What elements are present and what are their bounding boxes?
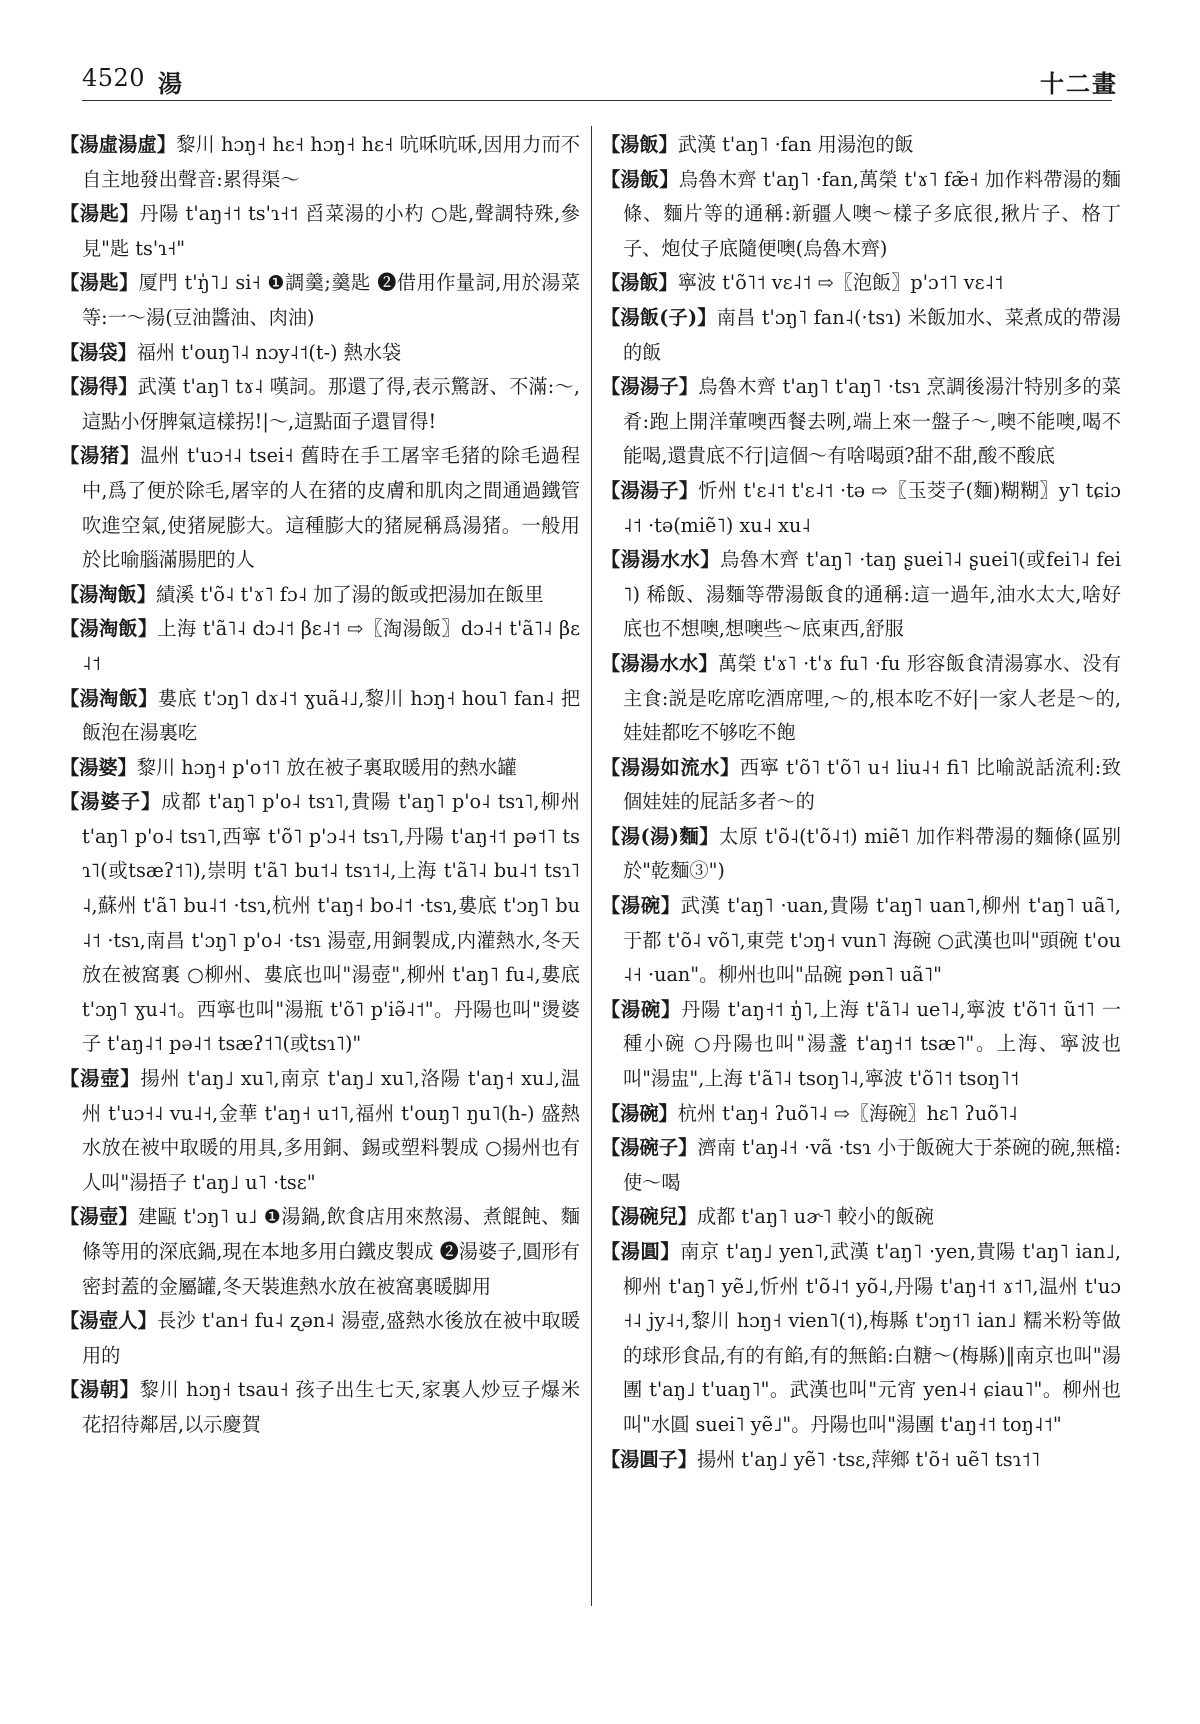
entry-definition: 太原 t'õ˨(t'õ˨˦) miẽ˥ 加作料帶湯的麵條(區别於"乾麵③") <box>623 824 1121 883</box>
dictionary-entry <box>60 612 581 681</box>
dictionary-entry <box>60 1200 580 1304</box>
entry-definition: 萬榮 t'ɤ˥ ·t'ɤ fu˥ ·fu 形容飯食清湯寡水、没有主食:説是吃席吃酒席哩,～的,根本吃不好|一家人老是～的,娃娃都吃不够吃不飽 <box>623 651 1122 745</box>
entry-headword: 【湯壺人】 <box>60 1309 158 1333</box>
dictionary-entry <box>601 1131 1122 1200</box>
entry-headword: 【湯壺】 <box>60 1205 139 1229</box>
dictionary-entry <box>60 785 581 1062</box>
entry-headword: 【湯得】 <box>60 375 138 399</box>
entry-definition: 厦門 t'ŋ̍˥˩ si˧ ❶調羹;羹匙 ❷借用作量詞,用於湯菜等:一～湯(豆油醬油、肉油) <box>82 271 581 329</box>
dictionary-entry <box>60 1373 581 1442</box>
entry-definition: 西寧 t'õ˥ t'õ˥ u˧ liu˨˧ fi˥ 比喻説話流利:致個娃娃的屁話多者～的 <box>623 755 1122 814</box>
dictionary-entry <box>60 751 580 786</box>
entry-definition: 杭州 t'aŋ˧ ʔuõ˥˨ ⇨〖海碗〗hɛ˥ ʔuõ˥˨ <box>677 1101 1018 1125</box>
page-number: 4520 <box>82 64 146 92</box>
entry-headword: 【湯飯】 <box>601 133 678 156</box>
entry-definition: 黎川 hɔŋ˧ p'o˦˥ 放在被子裏取暖用的熱水罐 <box>136 755 517 779</box>
entry-headword: 【湯湯水水】 <box>601 651 719 675</box>
dictionary-entry <box>601 820 1121 889</box>
entry-headword: 【湯飯(子)】 <box>601 305 717 329</box>
entry-definition: 烏魯木齊 t'aŋ˥ t'aŋ˥ ·tsɿ 烹調後湯汁特别多的菜肴:跑上開洋葷噢西餐去咧,端上來一盤子～,噢不能噢,喝不能喝,還貴底不行|這個～有啥喝頭?甜不甜,酸不酸底 <box>623 375 1122 468</box>
entry-headword: 【湯朝】 <box>60 1378 140 1402</box>
dictionary-entry <box>60 1062 581 1200</box>
dictionary-entry <box>601 543 1122 647</box>
entry-headword: 【湯碗】 <box>601 894 681 918</box>
entry-definition: 丹陽 t'aŋ˧˦ ts'ɿ˧˦ 舀菜湯的小杓 ○匙,聲調特殊,參見"匙 ts'ɿ˧" <box>82 202 580 260</box>
entry-headword: 【湯碗】 <box>601 1101 678 1125</box>
entry-definition: 上海 t'ã˥˨ dɔ˨˦ βɛ˨˦ ⇨〖淘湯飯〗dɔ˨˧ t'ã˥˨ βɛ˨˦ <box>82 617 581 675</box>
dictionary-entry <box>601 370 1122 474</box>
entry-headword: 【湯碗子】 <box>601 1136 698 1160</box>
entry-headword: 【湯壺】 <box>60 1067 141 1091</box>
entry-headword: 【湯湯水水】 <box>601 548 721 572</box>
dictionary-entry <box>601 1235 1121 1443</box>
entry-headword: 【湯猪】 <box>60 444 141 468</box>
dictionary-entry <box>60 370 581 439</box>
entry-definition: 温州 t'uɔ˧˨ tsei˧ 舊時在手工屠宰毛猪的除毛過程中,爲了便於除毛,屠宰的人在猪的皮膚和肌肉之間通過鐵管吹進空氣,使猪屍膨大。這種膨大的猪屍稱爲湯猪。一般用於比喻腦滿腸肥的人 <box>82 444 581 572</box>
entry-headword: 【湯碗兒】 <box>601 1205 697 1229</box>
entry-definition: 成都 t'aŋ˥ p'o˨ tsɿ˥,貴陽 t'aŋ˥ p'o˨ tsɿ˥,柳州 t'aŋ˥ p'o˨ tsɿ˥,西寧 t'õ˥ p'ɔ˨˧ tsɿ˥,丹陽 t'aŋ˧˦ pə˦˥ tsɿ˥(或tsæʔ˦˥),崇明 t'ã˥ bu˦˨ tsɿ˦˨,上海 t'ã˥˨ bu˨˦ tsɿ˥˨,蘇州 t'ã˥ bu˨˦ ·tsɿ,杭州 t'aŋ˧ bo˨˦ ·tsɿ,婁底 t'ɔŋ˥ bu˨˦ ·tsɿ,南昌 t'ɔŋ˥ p'o˨ ·tsɿ 湯壺,用銅製成,内灌熱水,冬天放在被窩裏 ○柳州、婁底也叫"湯壺",柳州 t'aŋ˥ fu˨,婁底 t'ɔŋ˥ ɣu˨˦。西寧也叫"湯瓶 t'õ˥ p'iə̃˨˦"。丹陽也叫"燙婆子 t'aŋ˨˦ pə˨˦ tsæʔ˦˥(或tsɿ˥)" <box>82 790 581 1056</box>
entry-definition: 績溪 t'õ˨ t'ɤ˥ fɔ˨ 加了湯的飯或把湯加在飯里 <box>155 582 544 606</box>
dictionary-entry <box>60 128 581 197</box>
left-column <box>60 128 580 1443</box>
entry-headword: 【湯袋】 <box>60 340 137 364</box>
entry-headword: 【湯淘飯】 <box>60 582 156 606</box>
dictionary-entry <box>60 439 581 577</box>
dictionary-entry <box>60 336 580 371</box>
entry-headword: 【湯婆】 <box>60 755 137 779</box>
entry-definition: 婁底 t'ɔŋ˥ dɤ˨˦ ɣuã˨˩,黎川 hɔŋ˧ hou˥ fan˨ 把飯泡在湯裏吃 <box>82 686 581 745</box>
stroke-count-section: 十二畫 <box>1040 69 1118 98</box>
dictionary-entry <box>601 993 1122 1097</box>
entry-headword: 【湯(湯)麵】 <box>601 824 719 848</box>
entry-definition: 揚州 t'aŋ˩ yẽ˥ ·tsɛ,萍鄉 t'õ˧ uẽ˥ tsɿ˦˥ <box>696 1447 1041 1471</box>
dictionary-entry <box>601 1443 1121 1478</box>
entry-definition: 武漢 t'aŋ˥ ·uan,貴陽 t'aŋ˥ uan˥,柳州 t'aŋ˥ uã˥,于都 t'õ˨ võ˥,東莞 t'ɔŋ˧ vun˥ 海碗 ○武漢也叫"頭碗 t'ou˨˧ ·uan"。柳州也叫"品碗 pən˥ uã˥" <box>623 894 1121 987</box>
entry-headword: 【湯碗】 <box>601 997 682 1021</box>
entry-definition: 丹陽 t'aŋ˧˦ ŋ̍˥,上海 t'ã˥˨ ue˥˨,寧波 t'õ˥˦ ũ˦˥ 一種小碗 ○丹陽也叫"湯盞 t'aŋ˧˦ tsæ˥"。上海、寧波也叫"湯盅",上海 t'ã˥˨ tsoŋ˥˨,寧波 t'õ˥˦ tsoŋ˥˦ <box>623 997 1122 1091</box>
dictionary-entry <box>601 128 1121 163</box>
entry-headword: 【湯婆子】 <box>60 790 162 814</box>
entry-definition: 烏魯木齊 t'aŋ˥ ·fan,萬榮 t'ɤ˥ fæ̃˧ 加作料帶湯的麵條、麵片等的通稱:新疆人噢～樣子多底很,揪片子、格丁子、炮仗子底隨便噢(烏魯木齊) <box>623 167 1121 260</box>
dictionary-entry <box>601 647 1122 751</box>
entry-headword: 【湯圓子】 <box>601 1447 697 1471</box>
dictionary-entry <box>601 1200 1121 1235</box>
dictionary-entry <box>601 266 1121 301</box>
entry-definition: 成都 t'aŋ˥ uɚ˥ 較小的飯碗 <box>696 1205 934 1229</box>
dictionary-entry <box>601 1097 1121 1132</box>
dictionary-entry <box>60 197 580 266</box>
right-column <box>601 128 1121 1477</box>
entry-definition: 武漢 t'aŋ˥ ·fan 用湯泡的飯 <box>677 133 914 156</box>
entry-definition: 寧波 t'õ˥˦ vɛ˨˦ ⇨〖泡飯〗p'ɔ˦˥ vɛ˨˦ <box>677 271 1004 295</box>
entry-definition: 揚州 t'aŋ˩ xu˥,南京 t'aŋ˩ xu˥,洛陽 t'aŋ˧ xu˩,温州 t'uɔ˧˨ vu˨˧,金華 t'aŋ˧ u˦˥,福州 t'ouŋ˥ ŋu˥(h-) 盛熱水放在被中取暖的用具,多用銅、錫或塑料製成 ○揚州也有人叫"湯捂子 t'aŋ˩ u˥ ·tsɛ" <box>82 1067 581 1194</box>
dictionary-entry <box>60 682 581 751</box>
entry-headword: 【湯飯】 <box>601 167 679 191</box>
entry-definition: 黎川 hɔŋ˧ hɛ˧ hɔŋ˧ hɛ˧ 吭咊吭咊,因用力而不自主地發出聲音:累得渠～ <box>82 133 581 191</box>
dictionary-entry <box>601 301 1121 370</box>
entry-definition: 南京 t'aŋ˩ yen˥,武漢 t'aŋ˥ ·yen,貴陽 t'aŋ˥ ian˩,柳州 t'aŋ˥ yẽ˩,忻州 t'õ˨˦ yõ˨,丹陽 t'aŋ˧˦ ɤ˦˥,温州 t'uɔ˧˨ jy˨˧,黎川 hɔŋ˧ vien˥(˦),梅縣 t'ɔŋ˦˥ ian˩ 糯米粉等做的球形食品,有的有餡,有的無餡:白糖～(梅縣)‖南京也叫"湯團 t'aŋ˩ t'uaŋ˥"。武漢也叫"元宵 yen˨˧ ɕiau˥"。柳州也叫"水圓 suei˥ yẽ˩"。丹陽也叫"湯團 t'aŋ˧˦ toŋ˨˦" <box>623 1240 1121 1436</box>
entry-definition: 長沙 t'an˧ fu˨ ʐən˨ 湯壺,盛熱水後放在被中取暖用的 <box>82 1309 581 1367</box>
dictionary-entry <box>60 1304 581 1373</box>
entry-headword: 【湯淘飯】 <box>60 617 158 641</box>
dictionary-entry <box>60 578 580 613</box>
entry-definition: 黎川 hɔŋ˧ tsau˧ 孩子出生七天,家裏人炒豆子爆米花招待鄰居,以示慶賀 <box>82 1378 581 1436</box>
header-rule <box>82 100 1112 101</box>
entry-headword: 【湯飯】 <box>601 271 678 295</box>
dictionary-entry <box>601 474 1122 543</box>
running-head-character: 湯 <box>158 69 182 98</box>
entry-definition: 忻州 t'ɛ˨˦ t'ɛ˨˦ ·tə ⇨〖玉茭子(麵)糊糊〗y˥ tɕiɔ˨˦ ·tə(miẽ˥) xu˨ xu˨ <box>623 478 1122 537</box>
dictionary-entry <box>601 889 1121 993</box>
column-divider <box>591 126 592 1606</box>
entry-definition: 南昌 t'ɔŋ˥ fan˨(·tsɿ) 米飯加水、菜煮成的帶湯的飯 <box>623 305 1121 364</box>
entry-headword: 【湯湯子】 <box>601 478 699 502</box>
dictionary-entry <box>60 266 581 335</box>
entry-headword: 【湯湯如流水】 <box>601 755 740 779</box>
entry-headword: 【湯匙】 <box>60 271 139 295</box>
entry-headword: 【湯湯子】 <box>601 375 699 399</box>
dictionary-entry <box>601 751 1122 820</box>
entry-definition: 濟南 t'aŋ˨˧ ·vã ·tsɿ 小于飯碗大于茶碗的碗,無檔:使～喝 <box>623 1136 1122 1194</box>
entry-headword: 【湯虛湯虛】 <box>60 133 177 156</box>
entry-definition: 建甌 t'ɔŋ˥ u˩ ❶湯鍋,飲食店用來熬湯、煮餛飩、麵條等用的深底鍋,現在本地多用白鐵皮製成 ❷湯婆子,圓形有密封蓋的金屬罐,冬天裝進熱水放在被窩裏暖脚用 <box>82 1205 580 1298</box>
entry-headword: 【湯淘飯】 <box>60 686 158 710</box>
entry-headword: 【湯匙】 <box>60 202 140 226</box>
entry-definition: 武漢 t'aŋ˥ tɤ˨ 嘆詞。那還了得,表示驚訝、不滿:～,這點小伢脾氣這樣拐!|～,這點面子還冒得! <box>82 375 581 433</box>
entry-definition: 烏魯木齊 t'aŋ˥ ·taŋ ʂuei˥˨ ʂuei˥(或fei˥˨ fei˥) 稀飯、湯麵等帶湯飯食的通稱:這一過年,油水太大,啥好底也不想噢,想噢些～底東西,舒服 <box>623 548 1122 641</box>
entry-definition: 福州 t'ouŋ˥˨ nɔy˨˦(t-) 熱水袋 <box>136 340 402 364</box>
dictionary-entry <box>601 163 1121 267</box>
entry-headword: 【湯圓】 <box>601 1240 681 1263</box>
